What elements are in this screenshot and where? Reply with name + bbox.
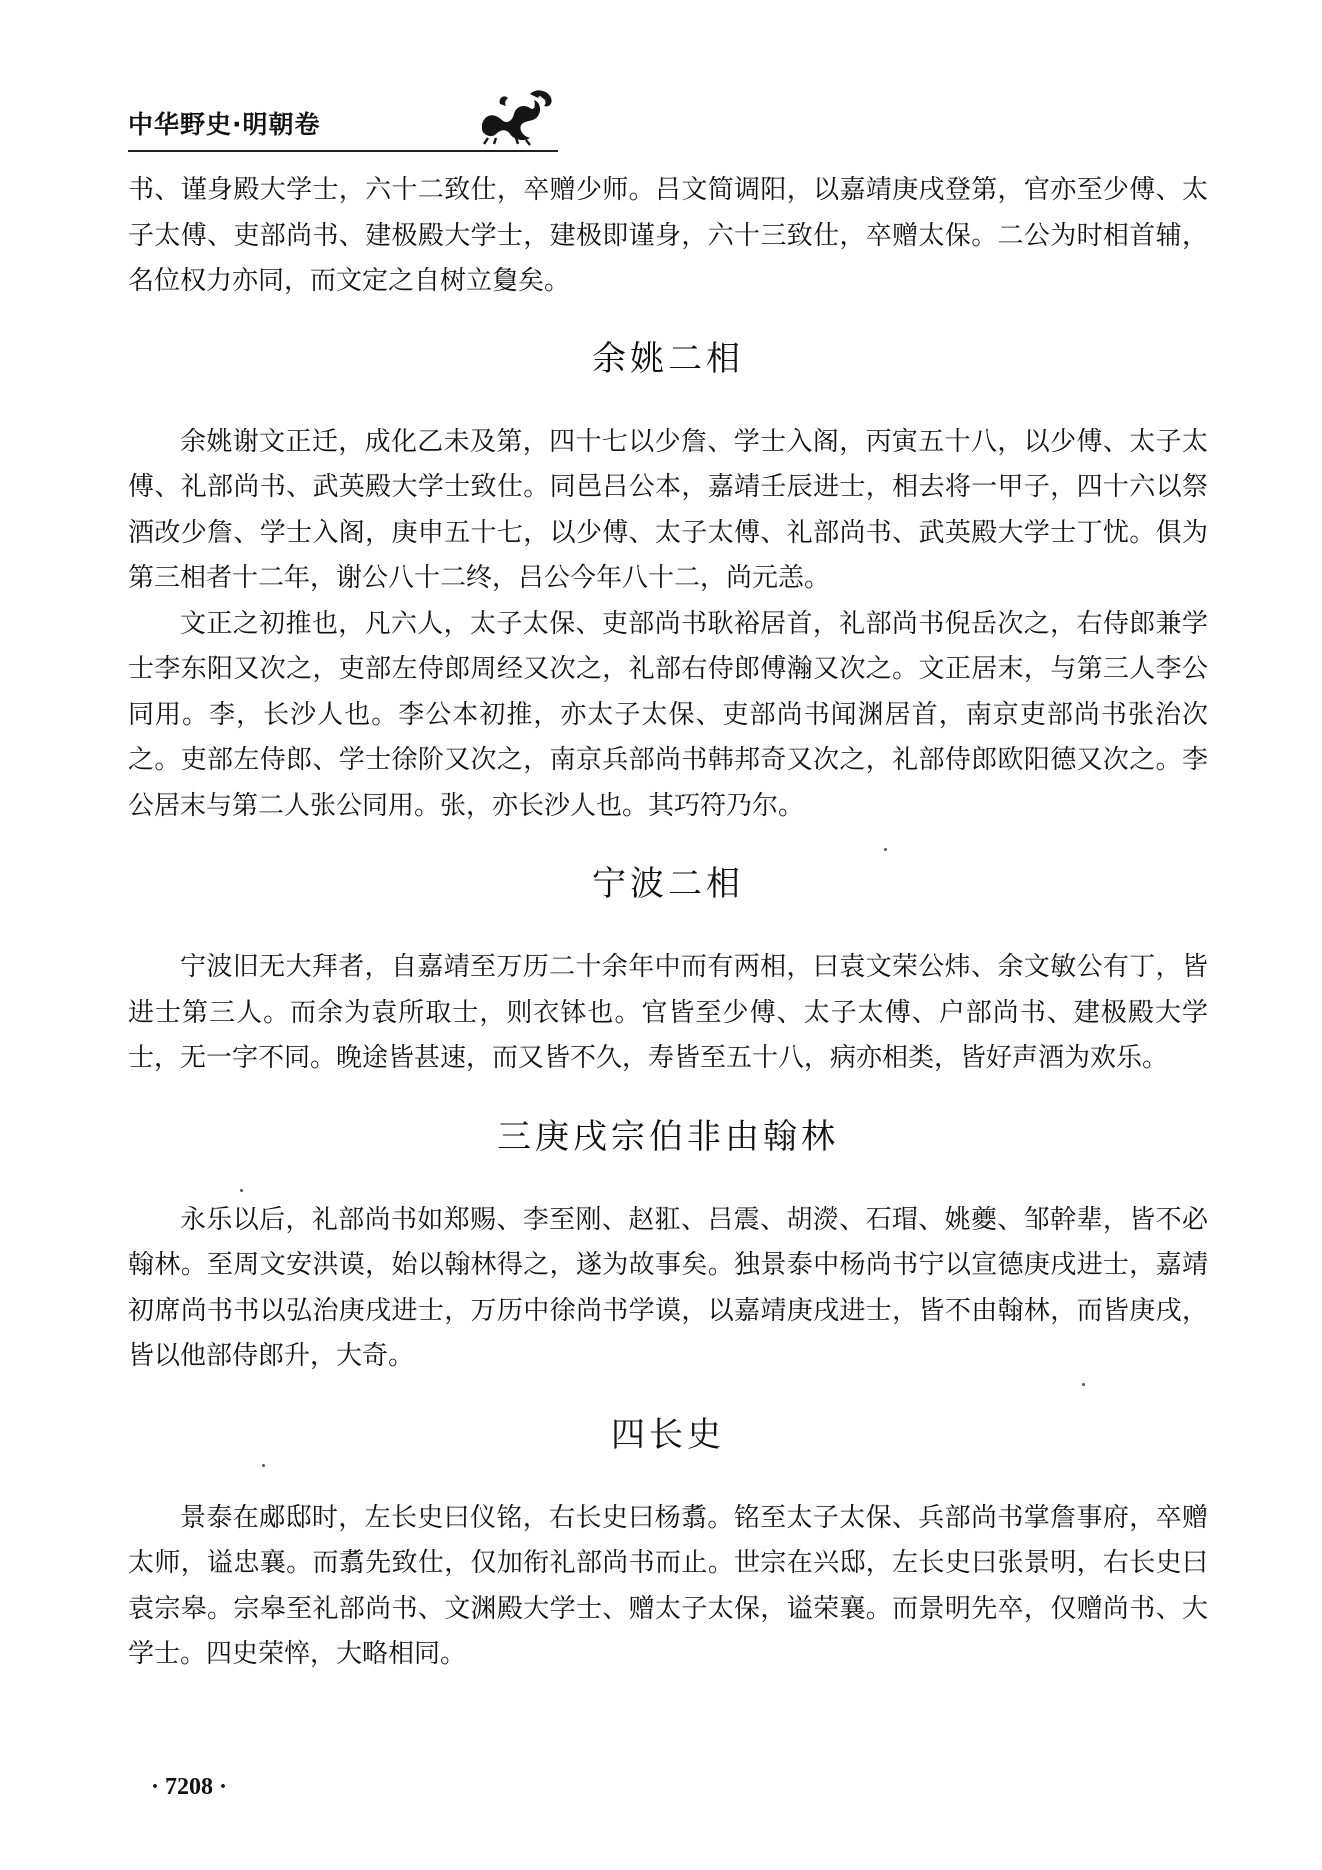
scan-speck [262, 1464, 265, 1467]
section-title-changshi: 四长史 [611, 1414, 725, 1455]
scan-speck [1082, 1383, 1085, 1386]
scan-speck [240, 1189, 243, 1192]
header-rule [128, 150, 558, 152]
dragon-emblem-icon [476, 84, 558, 146]
section-title-yuyao: 余姚二相 [592, 338, 744, 379]
section-paragraph: 景泰在郕邸时，左长史曰仪铭，右长史曰杨翥。铭至太子太保、兵部尚书掌詹事府，卒赠太师，谥忠襄。而翥先致仕，仅加衔礼部尚书而止。世宗在兴邸，左长史曰张景明，右长史曰袁宗皋。宗皋至礼部尚书、文渊殿大学士、赠太子太保，谥荣襄。而景明先卒，仅赠尚书、大学士。四史荣悴，大略相同。 [128, 1502, 1208, 1669]
section-title-ningbo: 宁波二相 [592, 864, 744, 904]
section-paragraph: 余姚谢文正迁，成化乙未及第，四十七以少詹、学士入阁，丙寅五十八，以少傅、太子太傅、礼部尚书、武英殿大学士致仕。同邑吕公本，嘉靖壬辰进士，相去将一甲子，四十六以祭酒改少詹、学士入阁，庚申五十七，以少傅、太子太傅、礼部尚书、武英殿大学士丁忧。俱为第三相者十二年，谢公八十二终，吕公今年八十二，尚元恙。 [128, 426, 1208, 593]
intro-paragraph: 书、谨身殿大学士，六十二致仕，卒赠少师。吕文简调阳，以嘉靖庚戌登第，官亦至少傅、太子太傅、吏部尚书、建极殿大学士，建极即谨身，六十三致仕，卒赠太保。二公为时相首辅，名位权力亦同，而文定之自树立敻矣。 [128, 175, 1208, 296]
book-title: 中华野史·明朝卷 [128, 110, 321, 139]
page-number: · 7208 · [151, 1774, 228, 1800]
page-header [128, 70, 1208, 160]
section-title-gengxu: 三庚戌宗伯非由翰林 [497, 1116, 839, 1157]
section-paragraph: 文正之初推也，凡六人，太子太保、吏部尚书耿裕居首，礼部尚书倪岳次之，右侍郎兼学士李东阳又次之，吏部左侍郎周经又次之，礼部右侍郎傅瀚又次之。文正居末，与第三人李公同用。李，长沙人也。李公本初推，亦太子太保、吏部尚书闻渊居首，南京吏部尚书张治次之。吏部左侍郎、学士徐阶又次之，南京兵部尚书韩邦奇又次之，礼部侍郎欧阳德又次之。李公居末与第二人张公同用。张，亦长沙人也。其巧符乃尔。 [128, 608, 1208, 821]
section-paragraph: 宁波旧无大拜者，自嘉靖至万历二十余年中而有两相，曰袁文荣公炜、余文敏公有丁，皆进士第三人。而余为袁所取士，则衣钵也。官皆至少傅、太子太傅、户部尚书、建极殿大学士，无一字不同。晚途皆甚速，而又皆不久，寿皆至五十八，病亦相类，皆好声酒为欢乐。 [128, 952, 1208, 1073]
scan-speck [884, 848, 887, 851]
page-body [128, 168, 1208, 1678]
section-paragraph: 永乐以后，礼部尚书如郑赐、李至刚、赵羾、吕震、胡濙、石瑁、姚夔、邹幹辈，皆不必翰林。至周文安洪谟，始以翰林得之，遂为故事矣。独景泰中杨尚书宁以宣德庚戌进士，嘉靖初席尚书书以弘治庚戌进士，万历中徐尚书学谟，以嘉靖庚戌进士，皆不由翰林，而皆庚戌，皆以他部侍郎升，大奇。 [128, 1204, 1208, 1371]
